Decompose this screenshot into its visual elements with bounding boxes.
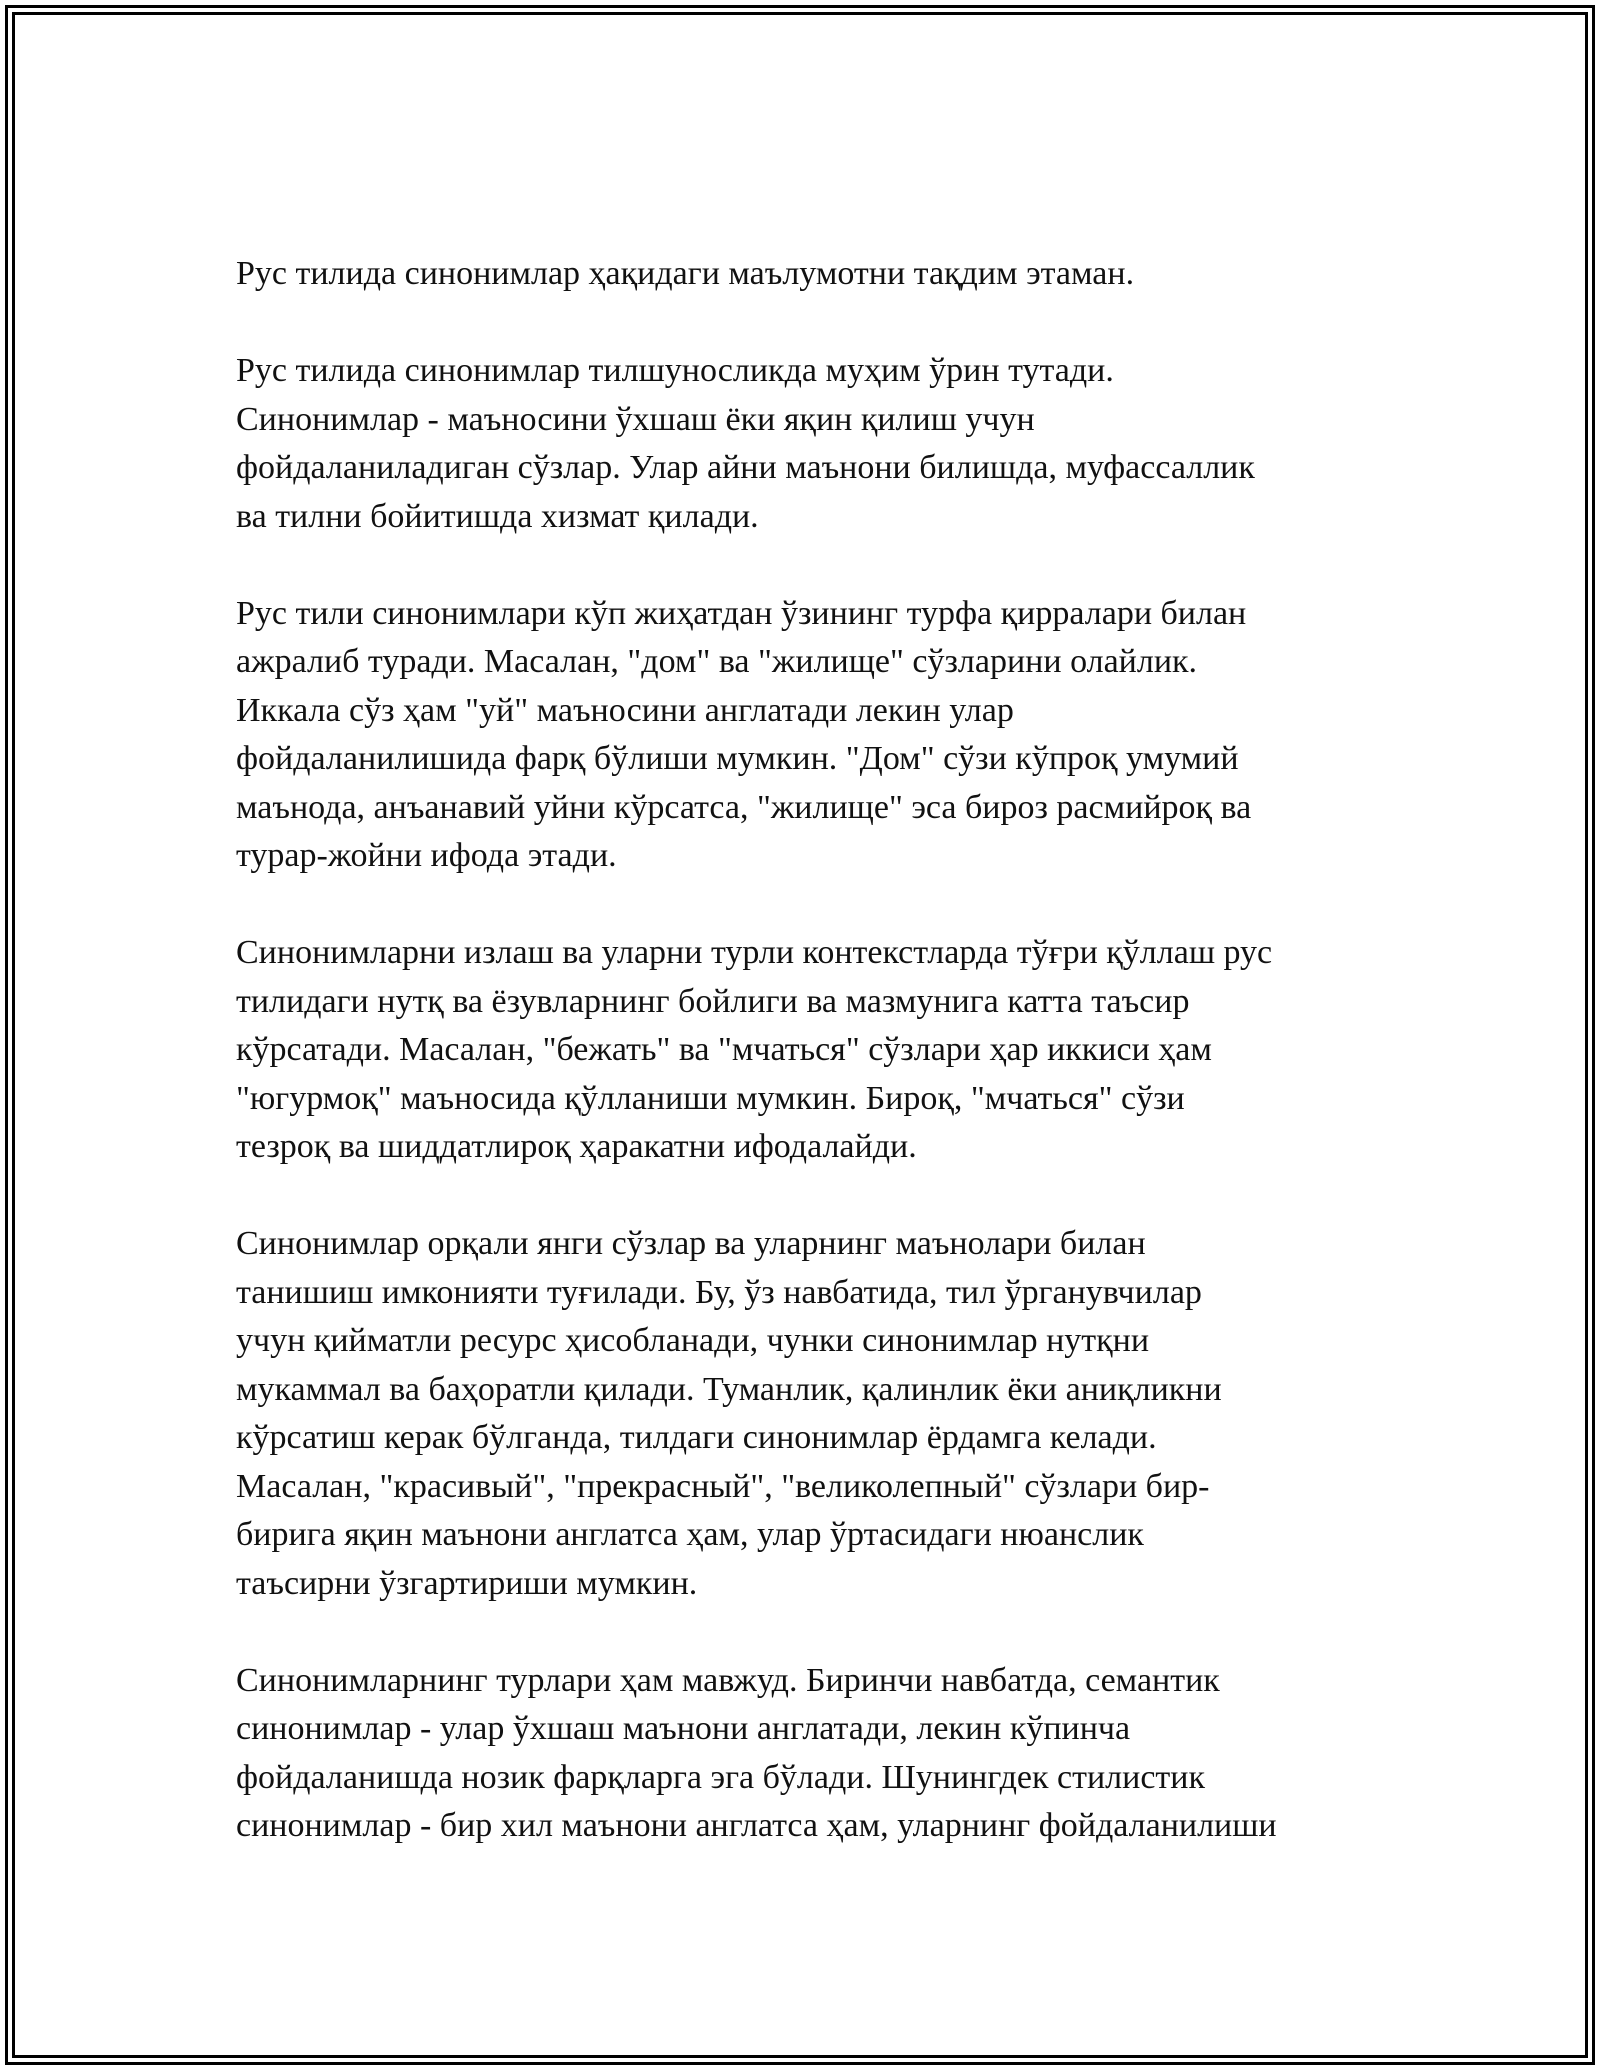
text-line: Масалан, "красивый", "прекрасный", "великолепный" сўзлари бир- [236, 1467, 1210, 1505]
text-line: учун қийматли ресурс ҳисобланади, чунки синонимлар нутқни [236, 1322, 1150, 1359]
text-line: фойдаланилишида фарқ бўлиши мумкин. "Дом" сўзи кўпроқ умумий [236, 740, 1239, 777]
document-body [236, 250, 1376, 1899]
text-line: синонимлар - улар ўхшаш маънони англатади, лекин кўпинча [236, 1710, 1131, 1747]
paragraph-1 [236, 250, 1376, 299]
paragraph-2 [236, 347, 1376, 541]
text-line: Рус тили синонимлари кўп жиҳатдан ўзининг турфа қирралари билан [236, 594, 1247, 632]
text-line: фойдаланишда нозик фарқларга эга бўлади. Шунингдек стилистик [236, 1758, 1205, 1796]
text-line: тезроқ ва шиддатлироқ ҳаракатни ифодалайди. [236, 1128, 917, 1165]
text-line: ажралиб туради. Масалан, "дом" ва "жилище" сўзларини олайлик. [236, 643, 1198, 680]
text-line: ва тилни бойитишда хизмат қилади. [236, 497, 759, 535]
text-line: Рус тилида синонимлар ҳақидаги маълумотни тақдим этаман. [236, 255, 1135, 292]
text-line: фойдаланиладиган сўзлар. Улар айни маънони билишда, муфассаллик [236, 449, 1255, 486]
paragraph-5 [236, 1220, 1376, 1608]
text-line: Рус тилида синонимлар тилшуносликда муҳим ўрин тутади. [236, 352, 1114, 389]
paragraph-6 [236, 1657, 1376, 1851]
text-line: Синонимлар орқали янги сўзлар ва уларнинг маънолари билан [236, 1225, 1146, 1262]
text-line: таъсирни ўзгартириши мумкин. [236, 1564, 698, 1602]
text-line: Синонимларнинг турлари ҳам мавжуд. Биринчи навбатда, семантик [236, 1661, 1220, 1699]
text-line: "югурмоқ" маъносида қўлланиши мумкин. Бироқ, "мчаться" сўзи [236, 1079, 1185, 1117]
text-line: кўрсатади. Масалан, "бежать" ва "мчаться" сўзлари ҳар иккиси ҳам [236, 1031, 1212, 1068]
paragraph-4 [236, 929, 1376, 1172]
text-line: маънода, анъанавий уйни кўрсатса, "жилище" эса бироз расмийроқ ва [236, 788, 1252, 826]
text-line: Иккала сўз ҳам "уй" маъносини англатади лекин улар [236, 691, 1014, 729]
paragraph-3 [236, 590, 1376, 881]
text-line: Синонимлар - маъносини ўхшаш ёки яқин қилиш учун [236, 400, 1035, 438]
text-line: мукаммал ва баҳоратли қилади. Туманлик, қалинлик ёки аниқликни [236, 1370, 1222, 1408]
text-line: кўрсатиш керак бўлганда, тилдаги синонимлар ёрдамга келади. [236, 1419, 1157, 1456]
text-line: танишиш имконияти туғилади. Бу, ўз навбатида, тил ўрганувчилар [236, 1273, 1202, 1311]
text-line: бирига яқин маънони англатса ҳам, улар ўртасидаги нюанслик [236, 1516, 1144, 1553]
text-line: турар-жойни ифода этади. [236, 837, 617, 874]
text-line: синонимлар - бир хил маънони англатса ҳам, уларнинг фойдаланилиши [236, 1807, 1277, 1844]
text-line: тилидаги нутқ ва ёзувларнинг бойлиги ва мазмунига катта таъсир [236, 982, 1190, 1020]
text-line: Синонимларни излаш ва уларни турли контекстларда тўғри қўллаш рус [236, 934, 1273, 971]
